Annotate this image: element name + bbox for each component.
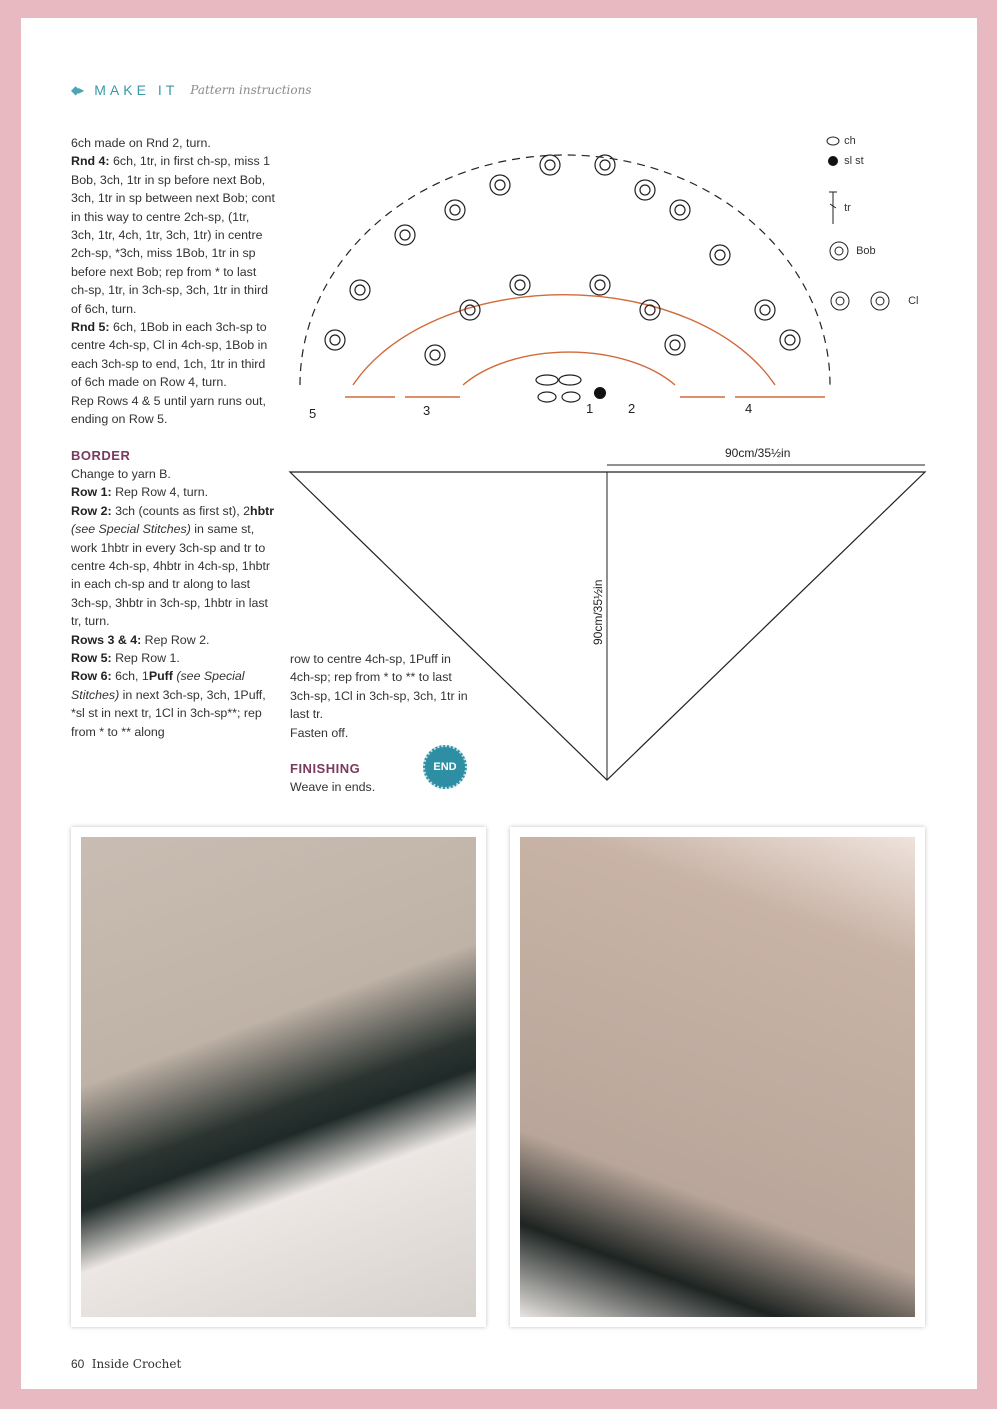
bob-icon (670, 200, 690, 220)
bob-icon (350, 280, 370, 300)
height-label: 90cm/35½in (591, 579, 605, 645)
chain-icon (536, 375, 558, 385)
shawl-schematic (285, 440, 935, 790)
instruction-para: Rnd 5: 6ch, 1Bob in each 3ch-sp to centre 4ch-sp, Cl in 4ch-sp, 1Bob in each 3ch-sp to end, 1ch, 1tr in third of 6ch made on Row 4, turn. (71, 320, 268, 390)
magazine-name: Inside Crochet (91, 1357, 182, 1371)
width-label: 90cm/35½in (725, 446, 791, 460)
bob-icon (665, 335, 685, 355)
row-label: 3 (423, 403, 431, 418)
bob-icon (395, 225, 415, 245)
bob-icon (755, 300, 775, 320)
stitch-diagram (285, 135, 835, 425)
instruction-para: Row 5: Rep Row 1. (71, 650, 180, 665)
bob-icon (445, 200, 465, 220)
orange-arc-inner (463, 352, 675, 385)
legend-bob: Bob (825, 235, 876, 267)
instructions-column-1 (71, 134, 276, 741)
instruction-para: Fasten off. (290, 725, 349, 740)
bob-icon (640, 300, 660, 320)
row-label: 5 (309, 406, 317, 421)
bob-icon (540, 155, 560, 175)
photo-border-detail (71, 827, 486, 1327)
bob-icon (710, 245, 730, 265)
instruction-para: Rep Rows 4 & 5 until yarn runs out, ending on Row 5. (71, 393, 266, 427)
finishing-heading: FINISHING (290, 761, 361, 777)
row-label: 1 (586, 401, 594, 416)
bob-icon (635, 180, 655, 200)
orange-arc-outer (353, 295, 775, 385)
end-badge: END (423, 745, 467, 789)
legend-cl: Cl (825, 285, 918, 317)
chain-icon (825, 135, 841, 147)
bob-icon (425, 345, 445, 365)
bob-icon (325, 330, 345, 350)
outer-chain-arc (300, 155, 830, 385)
chain-icon (559, 375, 581, 385)
row-label: 2 (628, 401, 636, 416)
treble-icon (825, 190, 841, 226)
chain-icon (538, 392, 556, 402)
instruction-para: Rows 3 & 4: Rep Row 2. (71, 632, 210, 647)
instruction-para: row to centre 4ch-sp, 1Puff in 4ch-sp; rep from * to ** to last 3ch-sp, 1Cl in 3ch-sp, 3ch, 1tr in last tr. (290, 652, 468, 722)
instruction-para: Weave in ends. (290, 780, 376, 795)
instruction-para: Row 2: 3ch (counts as first st), 2hbtr (see Special Stitches) in same st, work 1hbtr in every 3ch-sp and tr to centre 4ch-sp, 4hbtr in 4ch-sp, 1hbtr in each ch-sp and tr along to last 3ch-sp, 3hbtr in 3ch-sp, 1hbtr in last tr, turn. (71, 503, 275, 629)
instruction-para: 6ch made on Rnd 2, turn. (71, 136, 211, 150)
bob-icon (490, 175, 510, 195)
legend-slst: sl st (825, 155, 864, 167)
arrow-icon: ◆▸ (71, 83, 83, 97)
bob-icon (510, 275, 530, 295)
section-subtitle: Pattern instructions (190, 83, 312, 97)
row-label: 4 (745, 401, 753, 416)
section-title: MAKE IT (94, 82, 179, 98)
instruction-para: Row 1: Rep Row 4, turn. (71, 485, 209, 500)
border-heading: BORDER (71, 447, 131, 463)
photo-shawl-texture (510, 827, 925, 1327)
bob-icon (590, 275, 610, 295)
bobble-icon (825, 235, 853, 267)
bob-icon (780, 330, 800, 350)
instruction-para: Row 6: 6ch, 1Puff (see Special Stitches) in next 3ch-sp, 3ch, 1Puff, *sl st in next tr, 1Cl in 3ch-sp**; rep from * to ** along (71, 669, 266, 739)
bob-icon (595, 155, 615, 175)
cluster-icon (825, 285, 905, 317)
slip-stitch-icon (594, 387, 606, 399)
chain-icon (562, 392, 580, 402)
slip-stitch-icon (825, 155, 841, 167)
instruction-para: Rnd 4: 6ch, 1tr, in first ch-sp, miss 1 Bob, 3ch, 1tr in sp before next Bob, 3ch, 1tr in sp between next Bob; cont in this way to centre 2ch-sp, (1tr, 3ch, 1tr, 4ch, 1tr, 3ch, 1tr) in centre 2ch-sp, *3ch, miss 1Bob, 1tr in sp before next Bob; rep from * to last ch-sp, 1tr, in 3ch-sp, 3ch, 1tr in third of 6ch, turn. (71, 154, 275, 316)
legend-ch: ch (825, 135, 856, 147)
page-footer (71, 1357, 181, 1371)
section-header (71, 80, 312, 100)
instruction-para: Change to yarn B. (71, 466, 171, 481)
legend-tr: tr (825, 190, 851, 226)
page-number: 60 (71, 1357, 85, 1371)
